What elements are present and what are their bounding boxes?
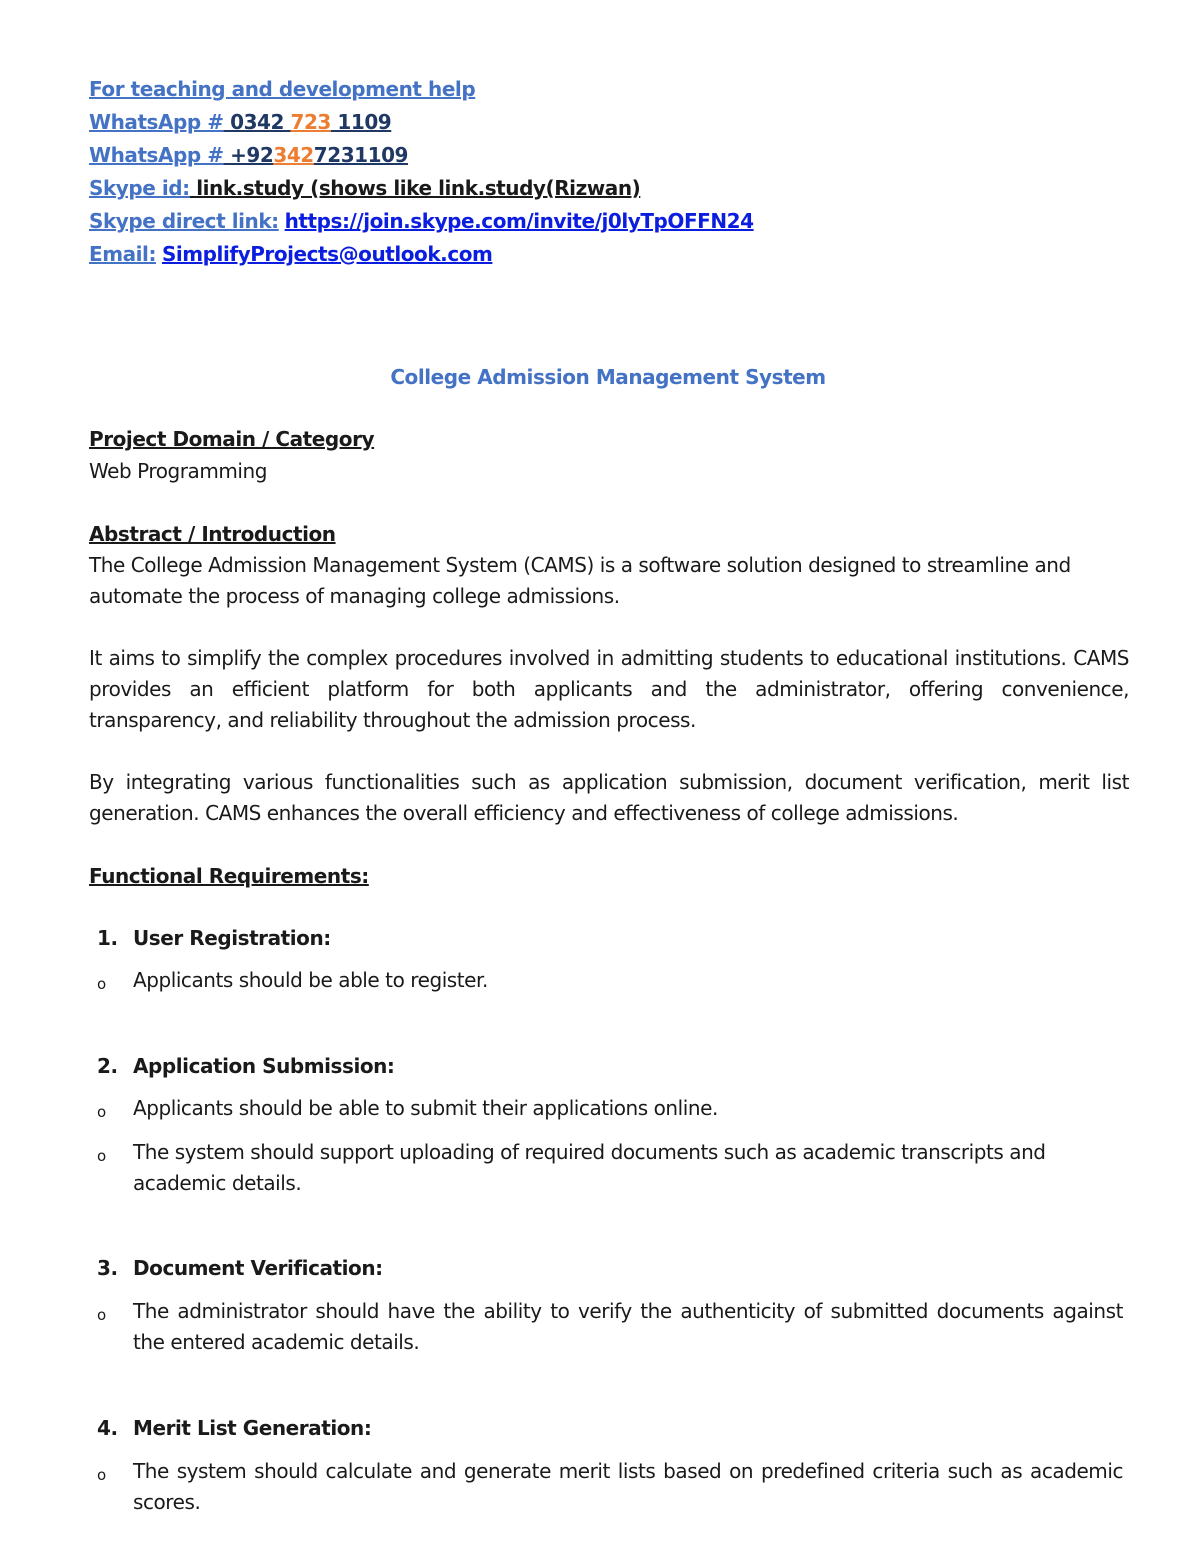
skype-link-label: Skype direct link:: [89, 209, 279, 233]
whatsapp-number-2c: 7231109: [313, 143, 409, 167]
skype-link-line[interactable]: [89, 209, 754, 233]
requirement-number: 2.: [97, 1054, 118, 1078]
email-line[interactable]: [89, 242, 492, 266]
requirement-title-text: Merit List Generation:: [133, 1416, 372, 1440]
requirement-number: 3.: [97, 1256, 118, 1280]
whatsapp-number-1a: 0342: [223, 110, 291, 134]
email-label: Email:: [89, 242, 157, 266]
teaching-help-link[interactable]: For teaching and development help: [89, 77, 476, 101]
bullet-icon: o: [97, 1306, 107, 1324]
requirement-title-text: User Registration:: [133, 926, 331, 950]
whatsapp-number-2a: +92: [223, 143, 274, 167]
whatsapp-line-1[interactable]: [89, 110, 391, 134]
abstract-paragraph-2: It aims to simplify the complex procedures involved in admitting students to educational institutions. CAMS provides an efficient platform for both applicants and the administrator, offering convenience, transparency, and reliability throughout the admission process.: [89, 646, 1129, 732]
skype-id-label: Skype id:: [89, 176, 190, 200]
whatsapp-number-2b: 342: [273, 143, 314, 167]
whatsapp-line-2[interactable]: [89, 143, 408, 167]
abstract-paragraph-3: By integrating various functionalities such as application submission, document verification, merit list generation. CAMS enhances the overall efficiency and effectiveness of college admissions.: [89, 770, 1129, 825]
whatsapp-number-1c: 1109: [330, 110, 392, 134]
requirement-3-title: [97, 1256, 383, 1280]
document-title: College Admission Management System: [390, 365, 826, 389]
contact-heading[interactable]: [89, 77, 475, 101]
requirement-number: 1.: [97, 926, 118, 950]
requirement-title-text: Application Submission:: [133, 1054, 395, 1078]
requirement-number: 4.: [97, 1416, 118, 1440]
whatsapp-label-2: WhatsApp #: [89, 143, 224, 167]
requirement-2-title: [97, 1054, 394, 1078]
bullet-icon: o: [97, 975, 107, 993]
abstract-paragraph-1: The College Admission Management System (CAMS) is a software solution designed to streamline and automate the process of managing college admissions.: [89, 553, 1071, 608]
requirement-2-bullet-2: The system should support uploading of required documents such as academic transcripts and academic details.: [133, 1140, 1046, 1195]
skype-id-value: link.study (shows like link.study(Rizwan): [189, 176, 641, 200]
whatsapp-number-1b: 723: [290, 110, 331, 134]
domain-heading: Project Domain / Category: [89, 427, 375, 451]
skype-link-url[interactable]: https://join.skype.com/invite/j0lyTpOFFN24: [284, 209, 754, 233]
email-link[interactable]: SimplifyProjects@outlook.com: [161, 242, 493, 266]
abstract-heading: Abstract / Introduction: [89, 522, 336, 546]
requirement-1-title: [97, 926, 331, 950]
domain-value: Web Programming: [89, 459, 268, 483]
requirement-4-bullet-1: The system should calculate and generate merit lists based on predefined criteria such as academic scores.: [133, 1459, 1123, 1514]
functional-heading: Functional Requirements:: [89, 864, 369, 888]
skype-id-line[interactable]: [89, 176, 640, 200]
requirement-4-title: [97, 1416, 371, 1440]
requirement-1-bullet-1: Applicants should be able to register.: [133, 968, 488, 992]
requirement-3-bullet-1: The administrator should have the ability to verify the authenticity of submitted documents against the entered academic details.: [133, 1299, 1123, 1354]
requirement-title-text: Document Verification:: [133, 1256, 383, 1280]
bullet-icon: o: [97, 1103, 107, 1121]
whatsapp-label-1: WhatsApp #: [89, 110, 224, 134]
bullet-icon: o: [97, 1147, 107, 1165]
requirement-2-bullet-1: Applicants should be able to submit their applications online.: [133, 1096, 718, 1120]
bullet-icon: o: [97, 1466, 107, 1484]
